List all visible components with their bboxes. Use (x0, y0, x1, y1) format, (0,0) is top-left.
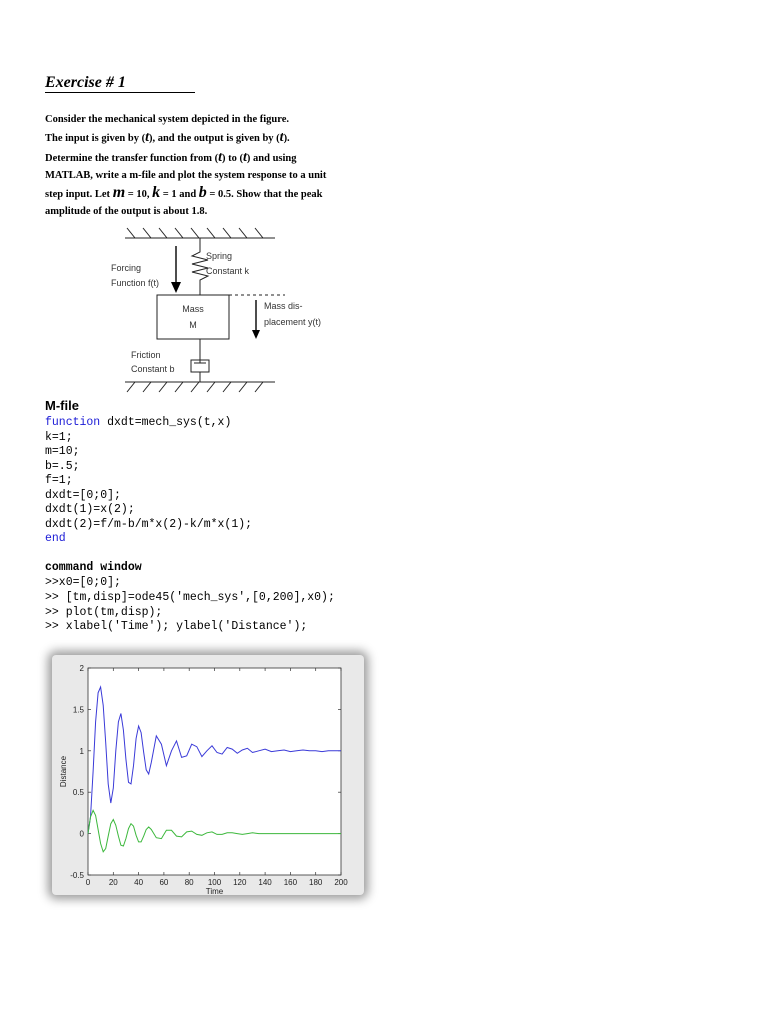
y-tick-label: 1.5 (72, 705, 84, 715)
code-line: m=10; (45, 445, 80, 458)
displacement-label-2: placement y(t) (264, 317, 322, 327)
x-tick-label: 0 (85, 878, 91, 887)
code-line: b=.5; (45, 459, 80, 473)
x-axis-label: Time (205, 887, 224, 896)
problem-text: ) and using (246, 153, 297, 164)
problem-text: ), and the output is given by ( (148, 133, 280, 144)
problem-line-4: MATLAB, write a m-file and plot the system response to a unit (45, 170, 327, 181)
spring-label-2: Constant k (206, 266, 250, 276)
mfile-heading: M-file (45, 398, 79, 413)
x-tick-label: 40 (134, 878, 144, 887)
spring-label: Spring (206, 251, 233, 261)
y-tick-label: 0.5 (72, 788, 84, 798)
y-tick-label: 0 (79, 829, 84, 839)
friction-label-2: Constant b (131, 364, 175, 374)
command-line: >> [tm,disp]=ode45('mech_sys',[0,200],x0); (45, 591, 335, 604)
x-tick-label: 200 (334, 878, 348, 887)
y-tick-label: -0.5 (70, 871, 84, 880)
forcing-label-2: Function f(t) (111, 278, 160, 288)
x-tick-label: 120 (233, 878, 247, 887)
friction-label: Friction (131, 350, 161, 360)
x-tick-label: 100 (207, 878, 222, 887)
response-plot (52, 655, 364, 895)
problem-line-5 (45, 186, 375, 202)
code-text: dxdt=mech_sys(t,x) (100, 416, 232, 429)
problem-line-3 (45, 151, 375, 166)
x-tick-label: 20 (108, 878, 118, 887)
problem-var: t (145, 130, 149, 145)
code-line: k=1; (45, 430, 73, 444)
command-window-heading: command window (45, 561, 142, 574)
problem-var: k (152, 184, 161, 201)
problem-var: m (112, 184, 126, 201)
forcing-arrow (171, 246, 181, 293)
command-line: >> xlabel('Time'); ylabel('Distance'); (45, 620, 308, 633)
problem-text: Determine the transfer function from ( (45, 153, 219, 164)
problem-line-1: Consider the mechanical system depicted in the figure. (45, 114, 290, 125)
code-line-end: end (45, 532, 66, 545)
command-line: >> plot(tm,disp); (45, 605, 163, 619)
problem-text: ) to ( (222, 153, 243, 164)
mass-label-2: M (189, 320, 197, 330)
problem-text: step input. Let (45, 189, 113, 200)
matlab-figure (52, 655, 364, 895)
y-axis-label: Distance (59, 755, 68, 788)
problem-var: t (279, 130, 284, 145)
forcing-label: Forcing (111, 263, 142, 273)
problem-var: b (198, 184, 207, 201)
x-tick-label: 180 (309, 878, 323, 887)
problem-var: t (218, 150, 222, 165)
problem-text: The input is given by ( (45, 133, 146, 144)
x-tick-label: 140 (258, 878, 272, 887)
problem-text: = 0.5. Show that the peak (206, 189, 323, 200)
damper (191, 339, 209, 382)
exercise-title: Exercise # 1 (45, 74, 126, 91)
title-underline (45, 92, 195, 93)
code-line-function (45, 416, 231, 431)
mass-block (157, 295, 229, 339)
code-line: dxdt(2)=f/m-b/m*x(2)-k/m*x(1); (45, 517, 253, 531)
y-tick-label: 2 (79, 664, 84, 673)
code-line: dxdt(1)=x(2); (45, 503, 135, 516)
displacement-label: Mass dis- (264, 301, 303, 311)
problem-line-6: amplitude of the output is about 1.8. (45, 206, 208, 217)
code-keyword: function (45, 416, 101, 429)
mass-spring-damper-diagram (105, 222, 322, 402)
command-line: >>x0=[0;0]; (45, 576, 121, 589)
problem-text: = 10, (125, 189, 153, 200)
code-line: f=1; (45, 474, 73, 487)
y-tick-label: 1 (79, 746, 84, 756)
displacement-arrow (252, 300, 260, 339)
top-ground-hatch (125, 228, 275, 238)
bottom-ground-hatch (125, 382, 275, 392)
plot-area (88, 668, 341, 875)
x-tick-label: 80 (184, 878, 194, 887)
code-line: dxdt=[0;0]; (45, 488, 121, 502)
x-tick-label: 160 (283, 878, 298, 887)
problem-text: = 1 and (160, 189, 199, 200)
mass-label: Mass (182, 304, 204, 314)
problem-text: ). (283, 133, 290, 144)
problem-line-2 (45, 131, 375, 146)
problem-var: t (243, 150, 247, 165)
x-tick-label: 60 (159, 878, 169, 887)
